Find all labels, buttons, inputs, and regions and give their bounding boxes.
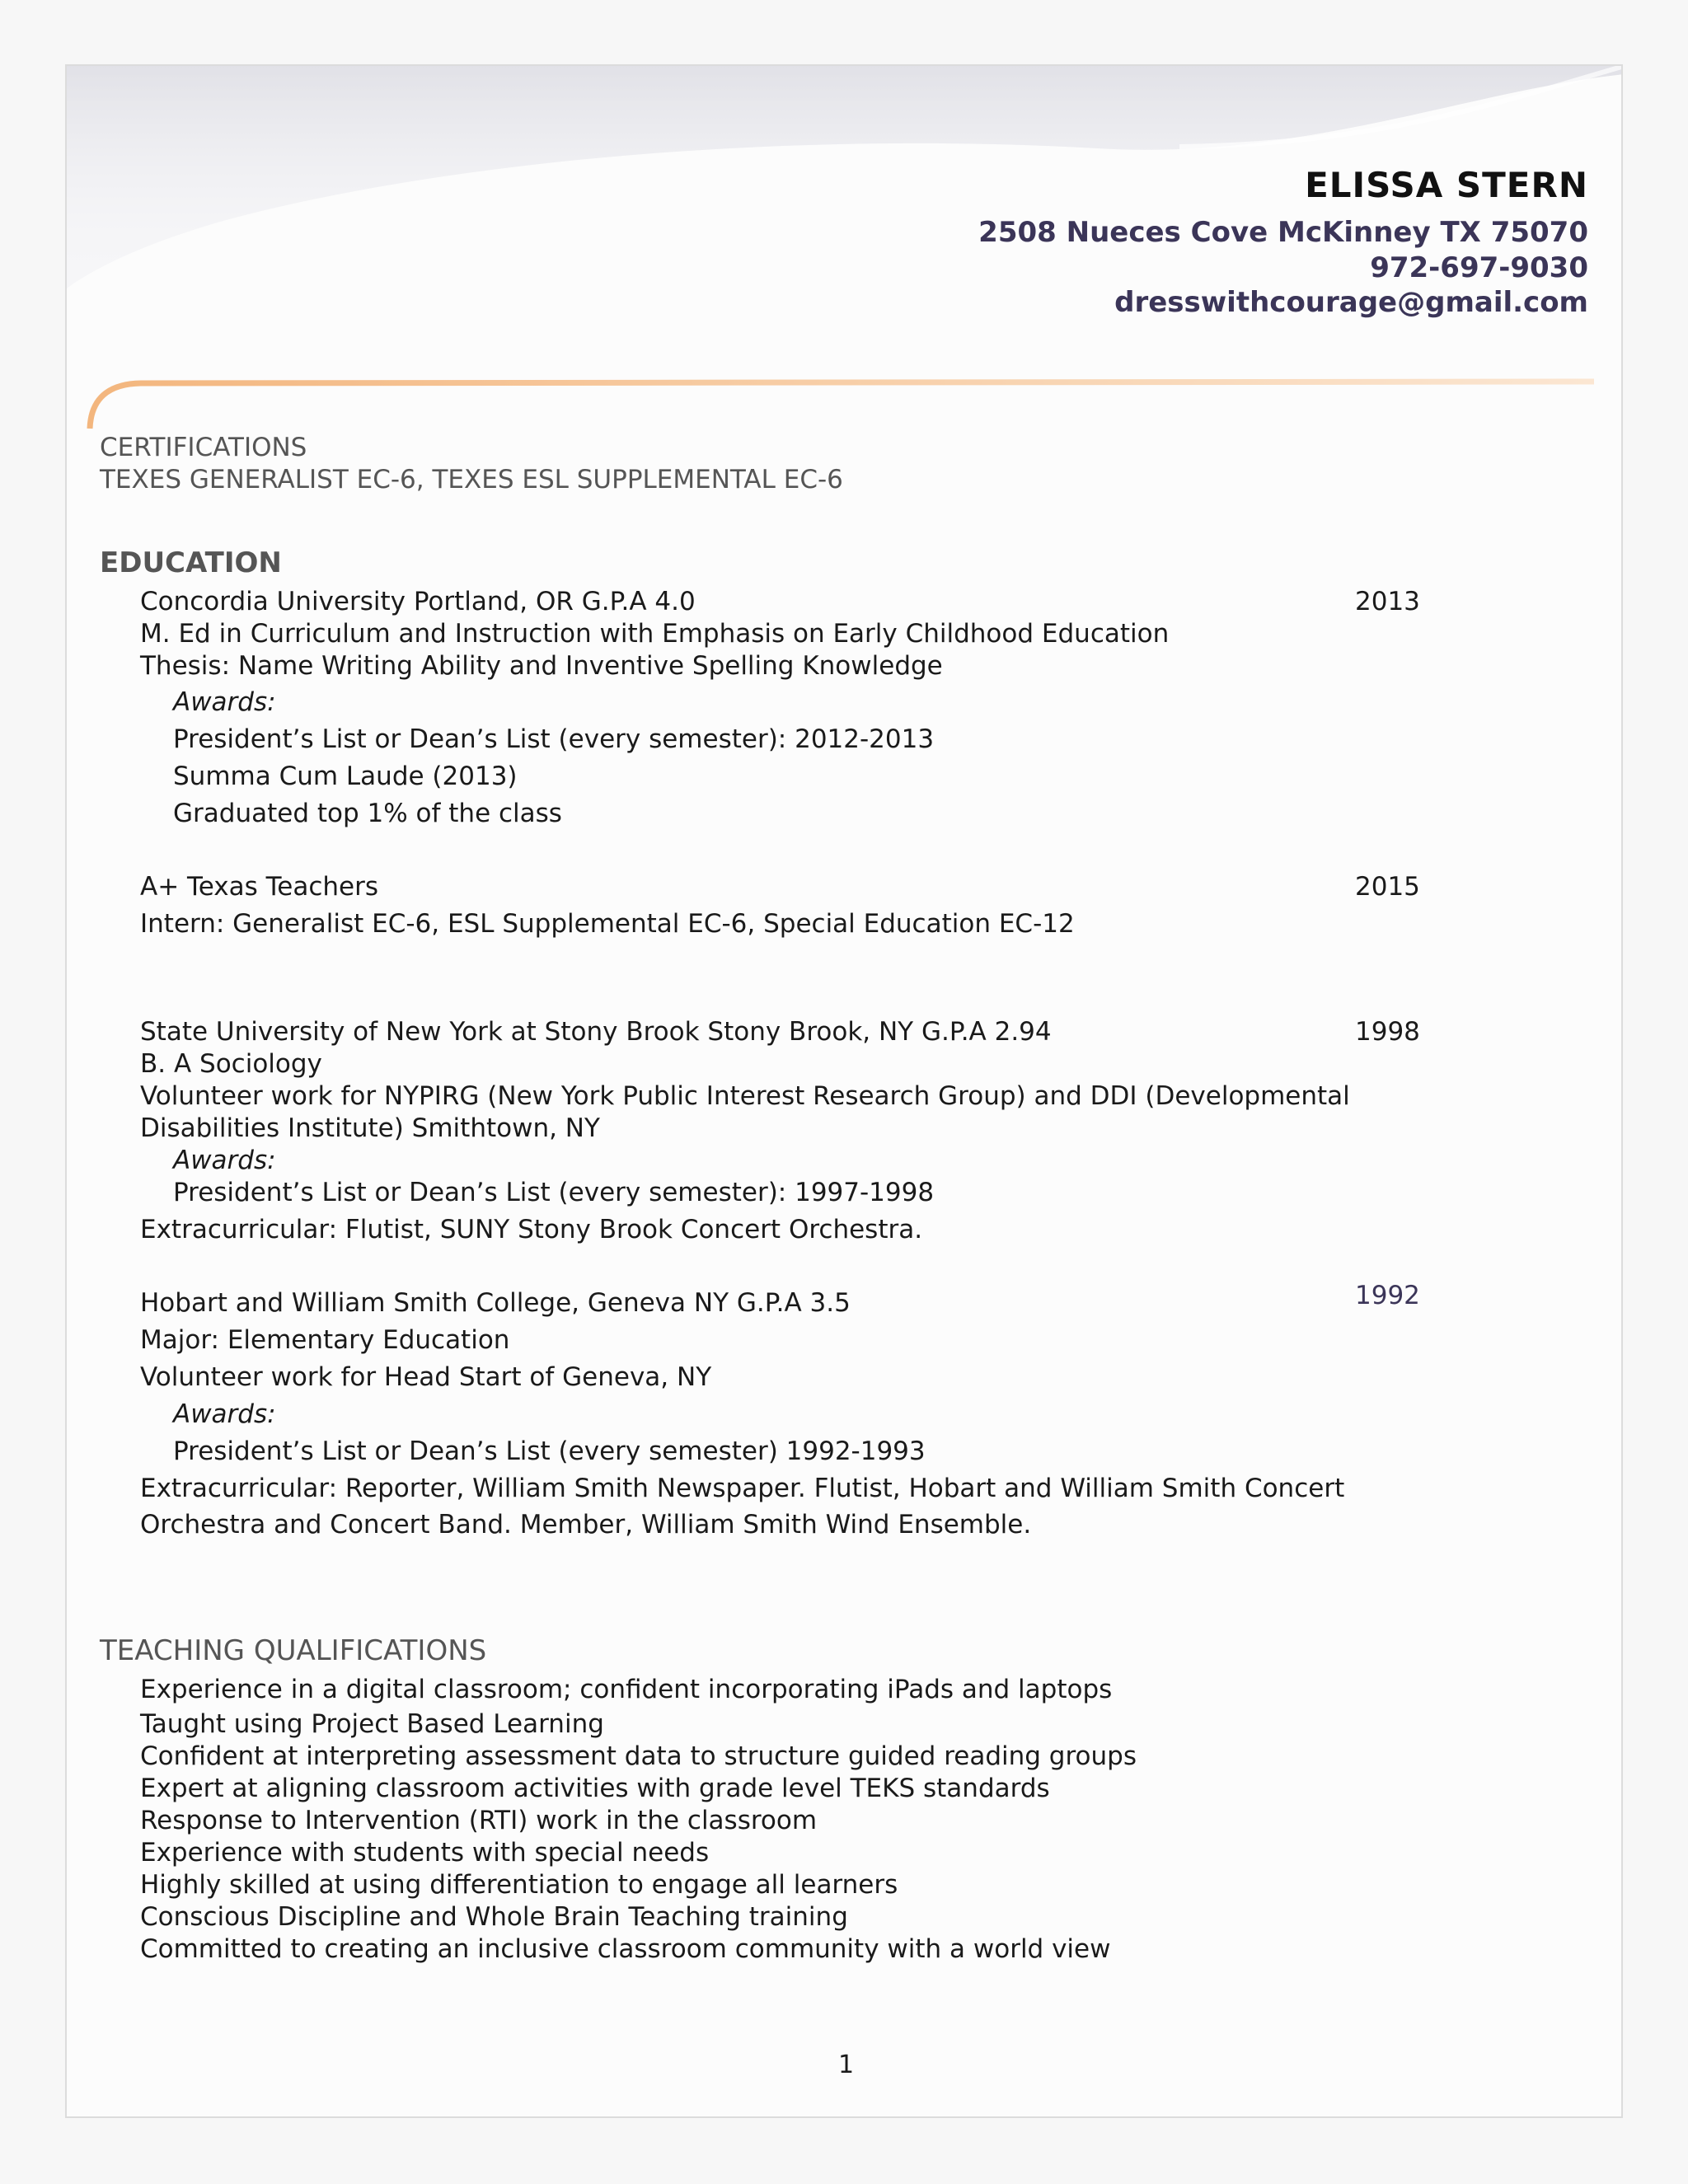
qualification-item: Experience with students with special needs xyxy=(140,1838,710,1868)
award-item: President’s List or Dean’s List (every semester): 1997-1998 xyxy=(173,1178,935,1207)
contact-email: dresswithcourage@gmail.com xyxy=(1114,286,1588,319)
education-line: M. Ed in Curriculum and Instruction with Emphasis on Early Childhood Education xyxy=(140,619,1170,649)
extracurricular-line: Extracurricular: Reporter, William Smith Newspaper. Flutist, Hobart and William Smith Concert xyxy=(140,1474,1345,1503)
award-item: Graduated top 1% of the class xyxy=(173,799,562,828)
education-line: Volunteer work for Head Start of Geneva, NY xyxy=(140,1362,712,1392)
education-line: Volunteer work for NYPIRG (New York Public Interest Research Group) and DDI (Developmental xyxy=(140,1081,1350,1111)
certifications-heading: CERTIFICATIONS xyxy=(100,433,307,462)
education-line: Thesis: Name Writing Ability and Inventive Spelling Knowledge xyxy=(140,651,943,681)
education-line: Disabilities Institute) Smithtown, NY xyxy=(140,1113,600,1143)
extracurricular-line: Orchestra and Concert Band. Member, William Smith Wind Ensemble. xyxy=(140,1510,1032,1540)
qualification-item: Expert at aligning classroom activities with grade level TEKS standards xyxy=(140,1774,1050,1803)
award-item: President’s List or Dean’s List (every semester): 2012-2013 xyxy=(173,724,935,754)
qualification-item: Confident at interpreting assessment data to structure guided reading groups xyxy=(140,1741,1137,1771)
extracurricular-line: Extracurricular: Flutist, SUNY Stony Brook Concert Orchestra. xyxy=(140,1215,923,1244)
education-line: Hobart and William Smith College, Geneva NY G.P.A 3.5 xyxy=(140,1288,851,1318)
page-number: 1 xyxy=(838,2050,855,2079)
education-line: A+ Texas Teachers xyxy=(140,872,378,902)
candidate-name: ELISSA STERN xyxy=(1305,165,1588,205)
qualification-item: Conscious Discipline and Whole Brain Teaching training xyxy=(140,1902,848,1932)
education-year: 2013 xyxy=(1355,587,1420,616)
qualification-item: Taught using Project Based Learning xyxy=(140,1709,604,1739)
teaching-qualifications-heading: TEACHING QUALIFICATIONS xyxy=(100,1634,487,1667)
education-line: State University of New York at Stony Brook Stony Brook, NY G.P.A 2.94 xyxy=(140,1017,1052,1047)
awards-label: Awards: xyxy=(173,1399,276,1429)
certifications-text: TEXES GENERALIST EC-6, TEXES ESL SUPPLEMENTAL EC-6 xyxy=(100,465,843,494)
award-item: Summa Cum Laude (2013) xyxy=(173,762,518,791)
qualification-item: Experience in a digital classroom; confident incorporating iPads and laptops xyxy=(140,1675,1113,1704)
education-line: Intern: Generalist EC-6, ESL Supplemental EC-6, Special Education EC-12 xyxy=(140,909,1075,939)
qualification-item: Response to Intervention (RTI) work in the classroom xyxy=(140,1806,818,1835)
contact-phone: 972-697-9030 xyxy=(1370,251,1588,284)
awards-label: Awards: xyxy=(173,687,276,717)
education-year: 1992 xyxy=(1355,1281,1420,1310)
education-year: 2015 xyxy=(1355,872,1420,902)
qualification-item: Committed to creating an inclusive classroom community with a world view xyxy=(140,1934,1111,1964)
contact-address: 2508 Nueces Cove McKinney TX 75070 xyxy=(978,216,1588,249)
award-item: President’s List or Dean’s List (every semester) 1992-1993 xyxy=(173,1436,926,1466)
awards-label: Awards: xyxy=(173,1146,276,1175)
education-line: Major: Elementary Education xyxy=(140,1325,510,1355)
education-line: B. A Sociology xyxy=(140,1049,322,1079)
resume-page xyxy=(65,64,1623,2118)
education-heading: EDUCATION xyxy=(100,546,282,579)
education-year: 1998 xyxy=(1355,1017,1420,1047)
education-line: Concordia University Portland, OR G.P.A 4.0 xyxy=(140,587,696,616)
qualification-item: Highly skilled at using differentiation to engage all learners xyxy=(140,1870,898,1900)
